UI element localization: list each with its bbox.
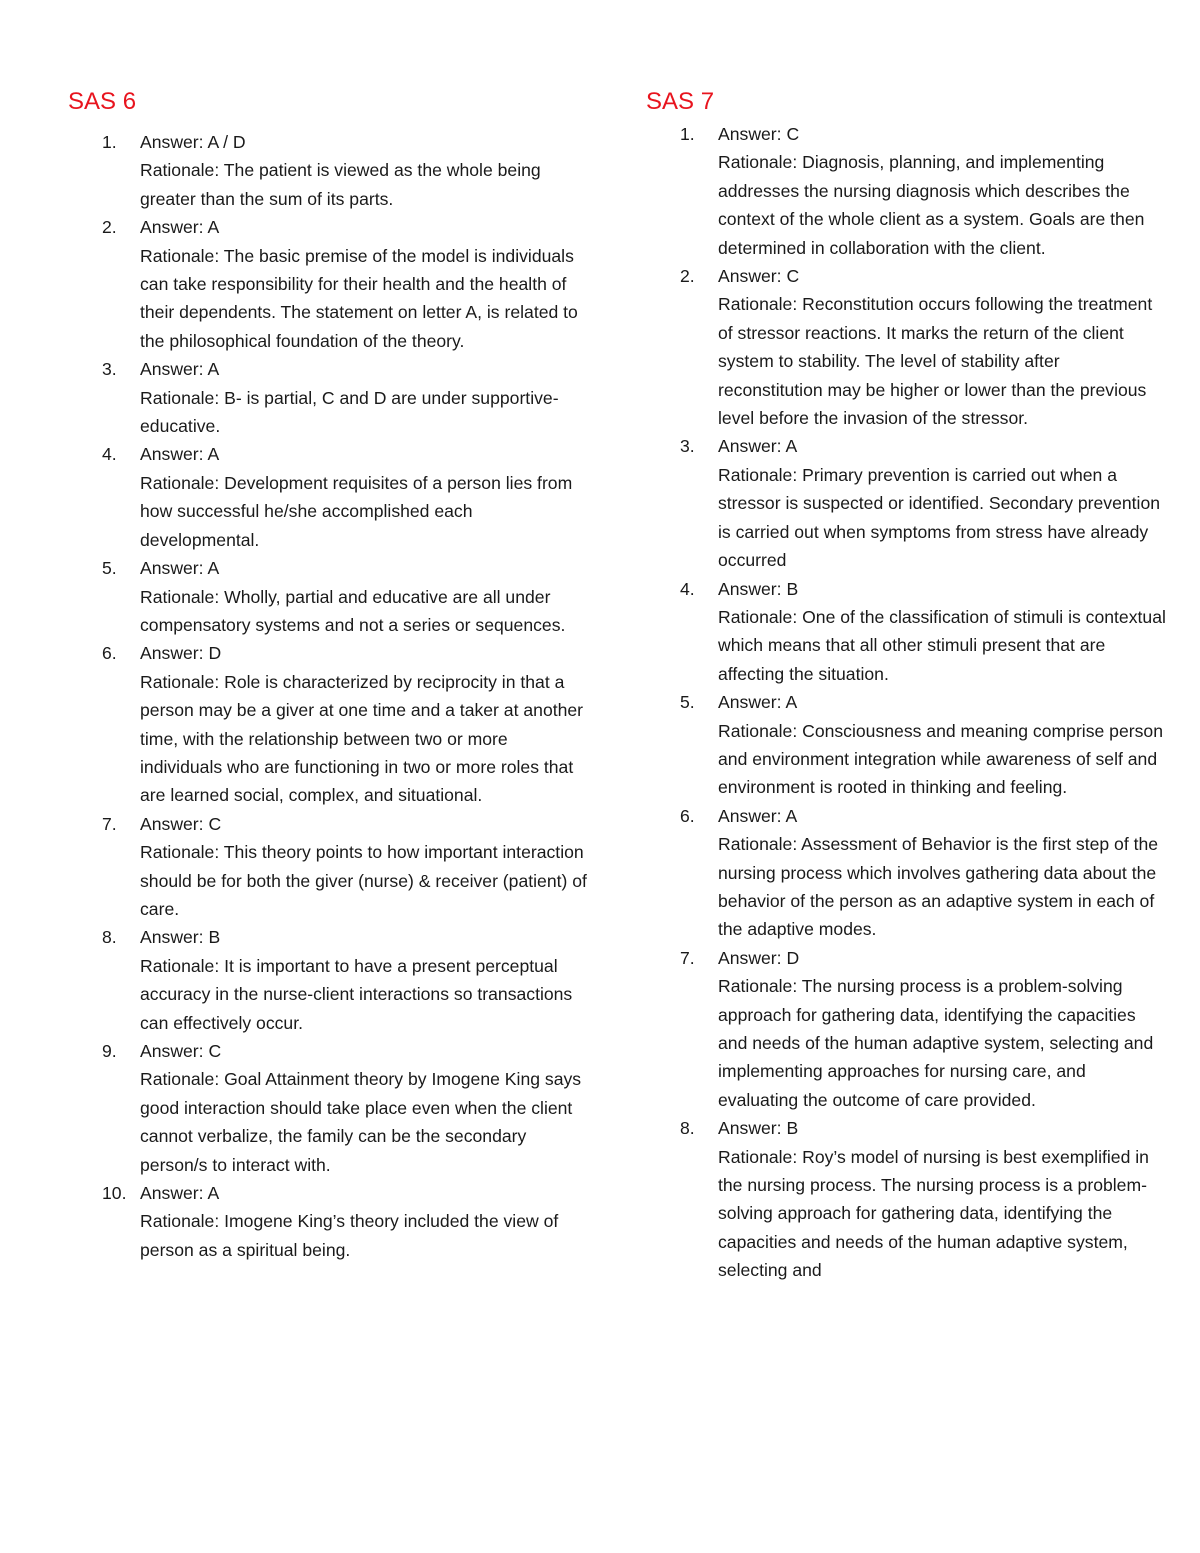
- rationale-text: Rationale: The patient is viewed as the whole being greater than the sum of its parts.: [140, 160, 541, 209]
- answer-text: Answer: A: [140, 1183, 220, 1204]
- list-item: [646, 1114, 1166, 1284]
- item-number: 5.: [680, 692, 695, 713]
- answer-text: Answer: A: [140, 558, 220, 579]
- rationale-text: Rationale: Role is characterized by reciprocity in that a person may be a giver at one time and a taker at another time, with the relationship between two or more individuals who are functioning in two or more roles that are learned social, complex, and situational.: [140, 671, 584, 806]
- sas6-answer-list: [68, 128, 588, 1264]
- item-number: 7.: [680, 947, 695, 968]
- sas7-column: [646, 86, 1166, 1285]
- rationale-text: Rationale: The nursing process is a problem-solving approach for gathering data, identifying the capacities and needs of the human adaptive system, selecting and implementing approaches for nursing care, and evaluating the outcome of care provided.: [718, 976, 1154, 1110]
- answer-text: Answer: A: [140, 444, 220, 465]
- list-item: [646, 262, 1166, 432]
- list-item: [646, 688, 1166, 802]
- rationale-text: Rationale: Roy’s model of nursing is best exemplified in the nursing process. The nursing process is a problem-solving approach for gathering data, identifying the capacities and needs of the human adaptive system, selecting and: [718, 1146, 1149, 1281]
- rationale-text: Rationale: One of the classification of stimuli is contextual which means that all other stimuli present that are affecting the situation.: [718, 606, 1166, 684]
- answer-text: Answer: B: [140, 927, 221, 948]
- item-number: 9.: [102, 1041, 117, 1061]
- item-number: 1.: [102, 132, 117, 152]
- answer-text: Answer: A / D: [140, 132, 246, 152]
- item-number: 6.: [680, 805, 695, 826]
- list-item: [646, 802, 1166, 944]
- item-number: 4.: [680, 578, 695, 599]
- answer-text: Answer: C: [718, 266, 800, 287]
- list-item: [68, 1179, 588, 1264]
- list-item: [68, 1037, 588, 1179]
- list-item: [68, 440, 588, 554]
- answer-text: Answer: B: [718, 1118, 799, 1139]
- list-item: [646, 432, 1166, 574]
- answer-text: Answer: A: [718, 692, 798, 713]
- rationale-text: Rationale: Assessment of Behavior is the first step of the nursing process which involves gathering data about the behavior of the person as an adaptive system in each of the adaptive modes.: [718, 834, 1159, 940]
- list-item: [68, 923, 588, 1037]
- answer-text: Answer: D: [140, 643, 222, 664]
- rationale-text: Rationale: This theory points to how important interaction should be for both the giver (nurse) & receiver (patient) of care.: [140, 842, 587, 919]
- sas7-title: SAS 7: [646, 88, 715, 115]
- item-number: 8.: [102, 927, 117, 948]
- list-item: [68, 554, 588, 639]
- answer-text: Answer: B: [718, 578, 799, 599]
- answer-text: Answer: A: [140, 217, 220, 238]
- sas6-title: SAS 6: [68, 88, 137, 115]
- answer-text: Answer: A: [140, 359, 220, 380]
- item-number: 10.: [102, 1183, 127, 1204]
- answer-text: Answer: A: [718, 436, 798, 457]
- list-item: [68, 639, 588, 809]
- rationale-text: Rationale: Wholly, partial and educative are all under compensatory systems and not a series or sequences.: [140, 586, 566, 635]
- item-number: 2.: [102, 217, 117, 238]
- list-item: [68, 213, 588, 355]
- item-number: 2.: [680, 266, 695, 287]
- rationale-text: Rationale: Reconstitution occurs following the treatment of stressor reactions. It marks the return of the client system to stability. The level of stability after reconstitution may be higher or lower than the previous level before the invasion of the stressor.: [718, 294, 1153, 429]
- list-item: [646, 944, 1166, 1114]
- item-number: 5.: [102, 558, 117, 579]
- answer-text: Answer: C: [140, 1041, 222, 1061]
- rationale-text: Rationale: Diagnosis, planning, and implementing addresses the nursing diagnosis which describes the context of the whole client as a system. Goals are then determined in collaboration with the client.: [718, 152, 1145, 258]
- rationale-text: Rationale: Imogene King’s theory included the view of person as a spiritual being.: [140, 1211, 559, 1260]
- sas6-column: [68, 86, 588, 1264]
- list-item: [68, 128, 588, 213]
- answer-text: Answer: C: [718, 124, 800, 144]
- rationale-text: Rationale: Primary prevention is carried out when a stressor is suspected or identified. Secondary prevention is carried out when symptoms from stress have already occurred: [718, 464, 1161, 571]
- rationale-text: Rationale: Development requisites of a person lies from how successful he/she accomplished each developmental.: [140, 472, 573, 550]
- item-number: 7.: [102, 813, 117, 834]
- item-number: 1.: [680, 124, 695, 144]
- list-item: [646, 120, 1166, 262]
- sas7-answer-list: [646, 120, 1166, 1285]
- rationale-text: Rationale: The basic premise of the model is individuals can take responsibility for their health and the health of their dependents. The statement on letter A, is related to the philosophical foundation of the theory.: [140, 245, 578, 351]
- rationale-text: Rationale: B- is partial, C and D are under supportive- educative.: [140, 387, 559, 437]
- item-number: 3.: [680, 436, 695, 457]
- list-item: [68, 810, 588, 924]
- rationale-text: Rationale: Goal Attainment theory by Imogene King says good interaction should take place even when the client cannot verbalize, the family can be the secondary person/s to interact with.: [140, 1069, 582, 1175]
- answer-text: Answer: C: [140, 813, 222, 834]
- rationale-text: Rationale: Consciousness and meaning comprise person and environment integration while awareness of self and environment is rooted in thinking and feeling.: [718, 720, 1163, 798]
- item-number: 8.: [680, 1118, 695, 1139]
- item-number: 6.: [102, 643, 117, 664]
- answer-text: Answer: A: [718, 805, 798, 826]
- item-number: 4.: [102, 444, 117, 465]
- item-number: 3.: [102, 359, 117, 380]
- rationale-text: Rationale: It is important to have a present perceptual accuracy in the nurse-client interactions so transactions can effectively occur.: [140, 955, 573, 1033]
- list-item: [68, 355, 588, 440]
- list-item: [646, 575, 1166, 689]
- answer-text: Answer: D: [718, 947, 800, 968]
